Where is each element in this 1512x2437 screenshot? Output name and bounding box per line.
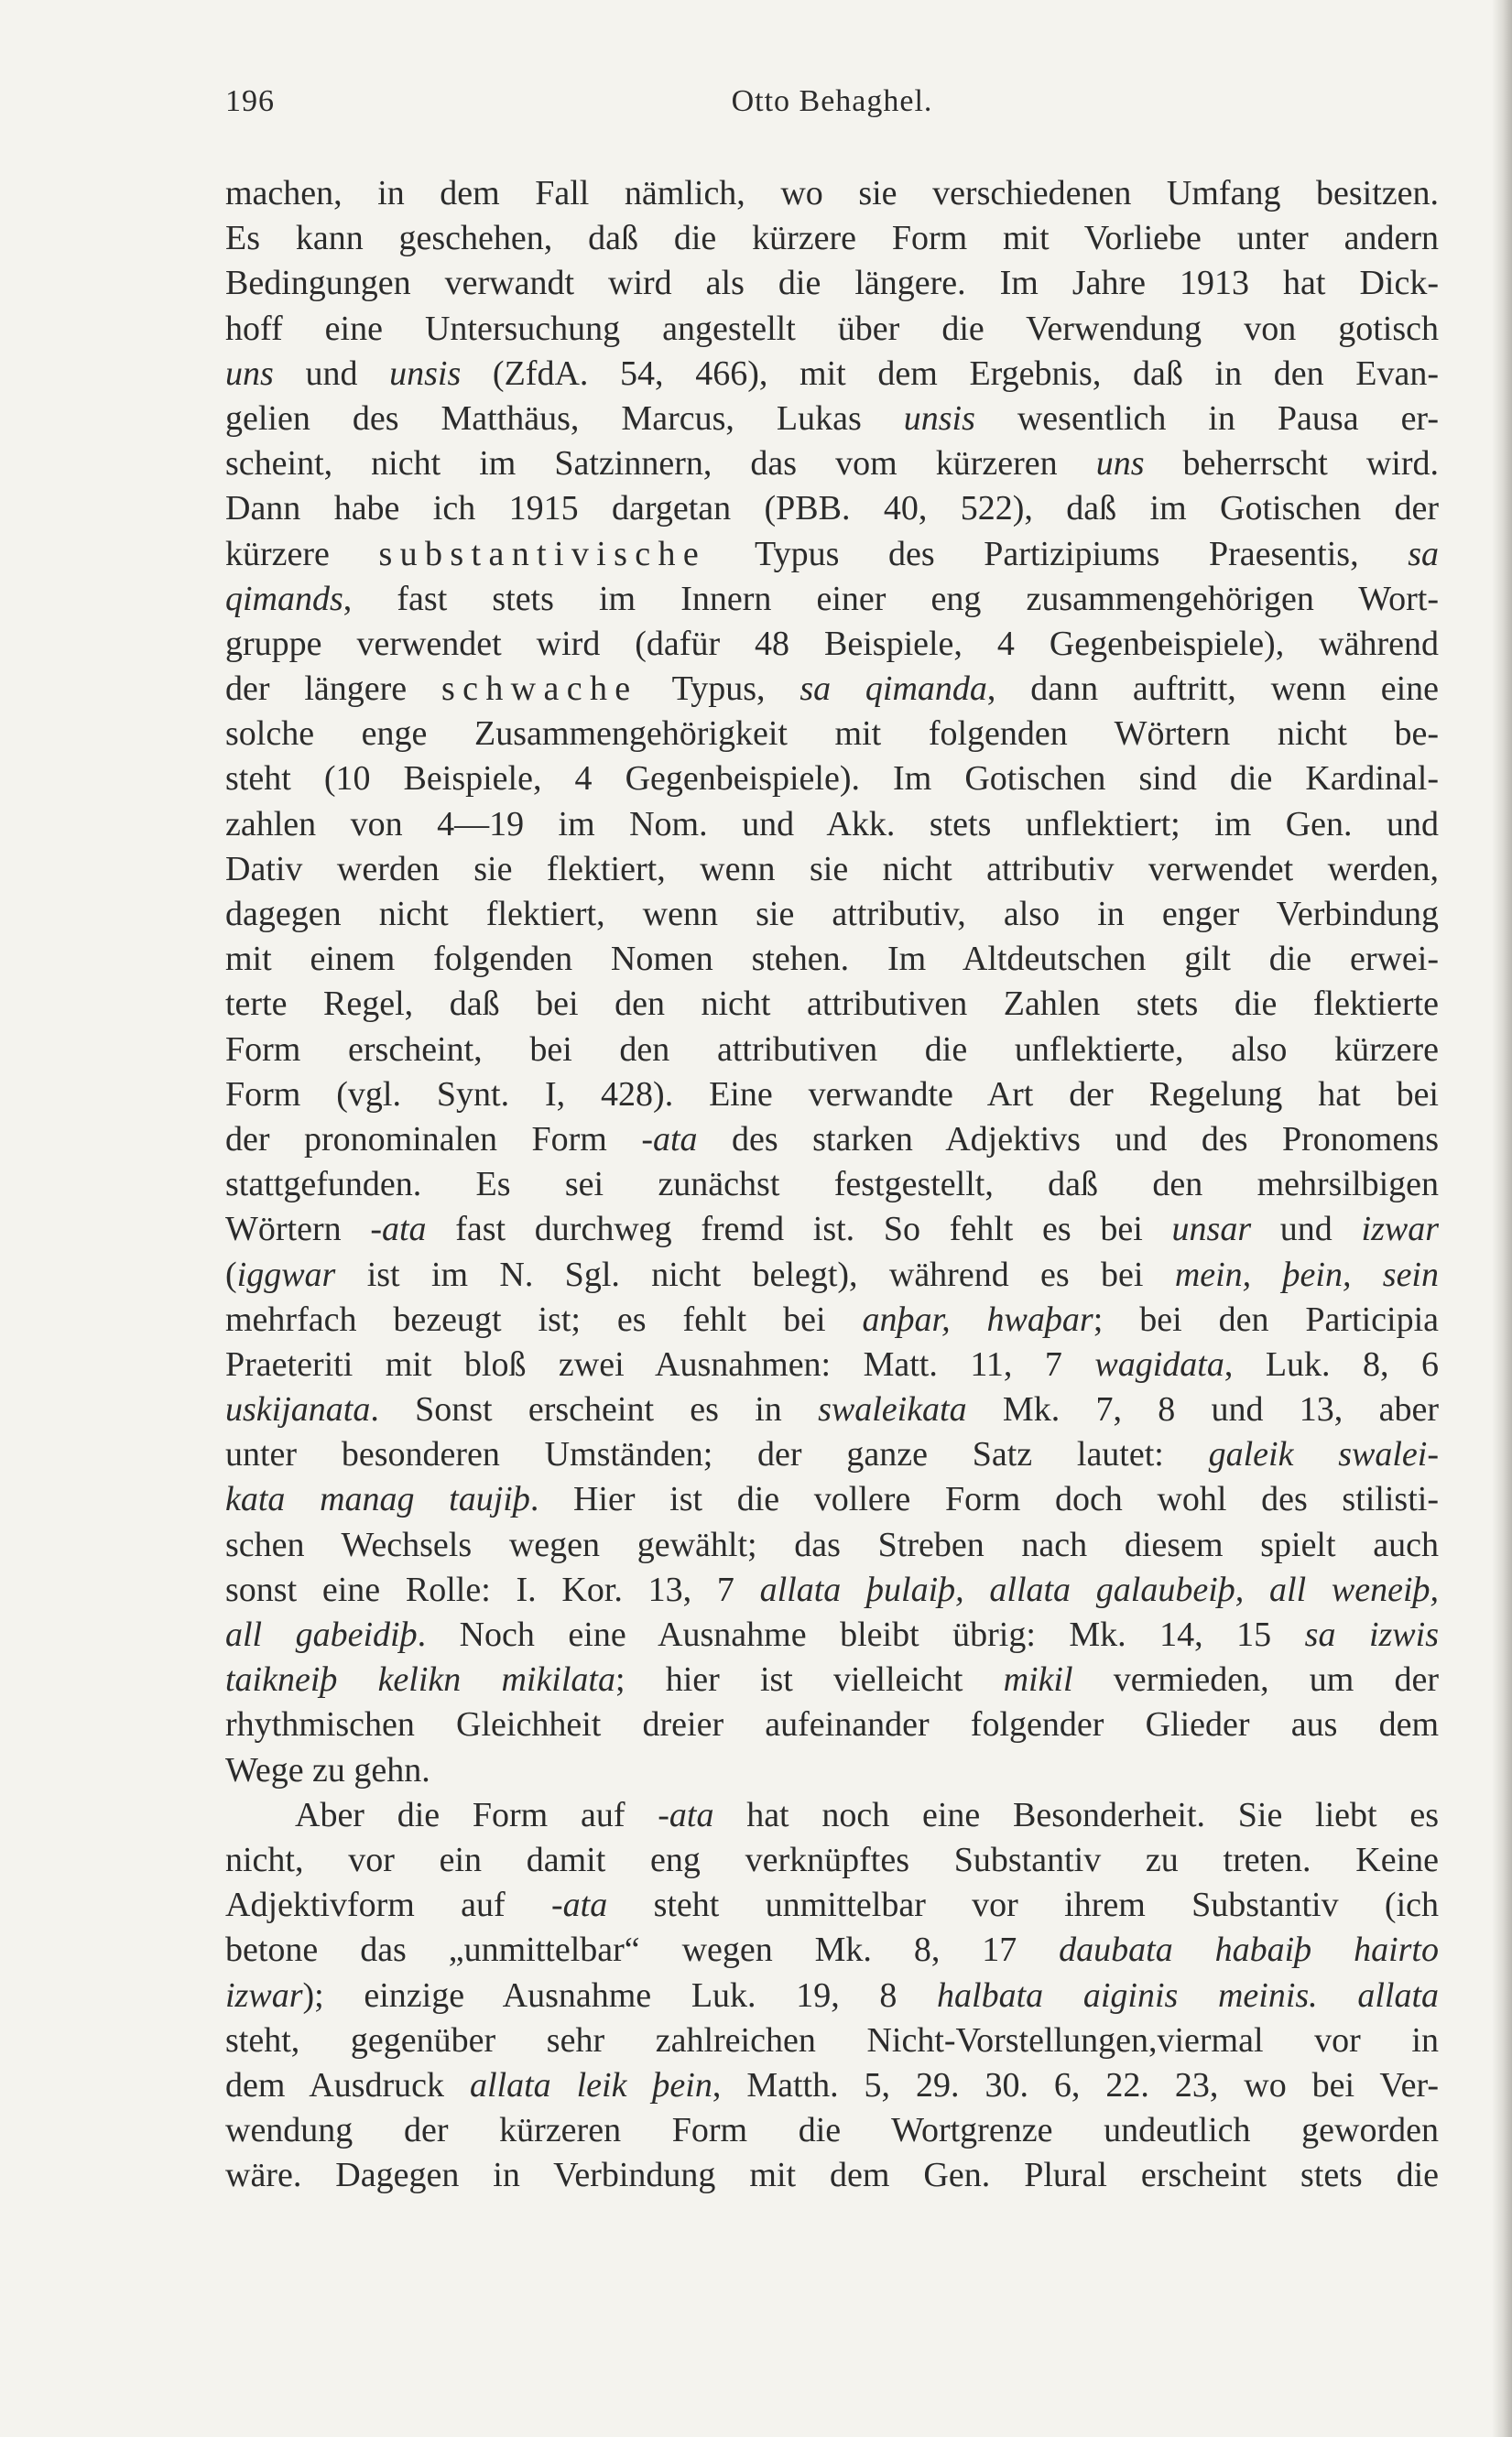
text-run: steht unmittelbar vor ihrem Substantiv (ich — [607, 1886, 1439, 1925]
text-run: scheint, nicht im Satzinnern, das vom kürzeren — [225, 444, 1096, 484]
text-run: des starken Adjektivs und des Pronomens — [697, 1119, 1439, 1159]
text-line — [225, 1162, 1439, 1207]
text-line — [225, 1703, 1439, 1747]
text-run: ; bei den Participia — [1093, 1300, 1439, 1339]
text-run: sonst eine Rolle: I. Kor. 13, 7 — [225, 1570, 760, 1609]
text-run: Wörtern — [225, 1210, 371, 1249]
italic-term: taikneiþ kelikn mikilata — [225, 1660, 615, 1700]
italic-term: izwar — [1361, 1210, 1439, 1249]
italic-term: uns — [1095, 444, 1145, 484]
text-run: Aber die Form auf — [295, 1795, 658, 1834]
text-run: der pronominalen Form — [225, 1119, 642, 1159]
italic-term: sa qimanda — [800, 669, 987, 709]
text-run: fast durchweg fremd ist. So fehlt es bei — [426, 1210, 1172, 1249]
italic-term: uskijanata — [225, 1390, 371, 1430]
text-line — [225, 486, 1439, 531]
text-line — [225, 307, 1439, 352]
text-line — [225, 2063, 1439, 2108]
italic-term: sa — [1408, 534, 1439, 573]
text-line — [225, 1432, 1439, 1477]
text-run: nicht, vor ein damit eng verknüpftes Substantiv zu treten. Keine — [225, 1840, 1439, 1879]
text-run: . Noch eine Ausnahme bleibt übrig: Mk. 14, 15 — [417, 1616, 1305, 1654]
text-run: vermieden, um der — [1072, 1660, 1439, 1700]
text-run: Bedingungen verwandt wird als die längere. Im Jahre 1913 hat Dick- — [225, 264, 1439, 303]
text-run: solche enge Zusammengehörigkeit mit folgenden Wörtern nicht be- — [225, 714, 1439, 754]
text-run: , Matth. 5, 29. 30. 6, 22. 23, wo bei Ver- — [712, 2065, 1439, 2105]
text-run: stattgefunden. Es sei zunächst festgestellt, daß den mehrsilbigen — [225, 1165, 1439, 1204]
page-spine-shadow — [1492, 0, 1512, 2437]
text-line — [225, 892, 1439, 937]
spaced-emphasis: substantivische — [378, 534, 707, 573]
text-run: Wege zu gehn. — [225, 1750, 430, 1790]
page-number: 196 — [225, 84, 275, 118]
text-run: Es kann geschehen, daß die kürzere Form mit Vorliebe unter andern — [225, 219, 1439, 258]
text-run: . Hier ist die vollere Form doch wohl des stilisti- — [529, 1480, 1439, 1519]
text-line — [225, 1928, 1439, 1973]
text-line — [225, 802, 1439, 847]
text-line — [225, 1072, 1439, 1117]
text-run: der längere — [225, 669, 441, 709]
text-line — [225, 1748, 1439, 1793]
text-run: ( — [225, 1255, 237, 1294]
text-run: dagegen nicht flektiert, wenn sie attributiv, also in enger Verbindung — [225, 895, 1439, 933]
text-run: dem Ausdruck — [225, 2065, 470, 2105]
text-line — [225, 1207, 1439, 1252]
text-run: steht, gegenüber sehr zahlreichen Nicht-Vorstellungen,viermal vor in — [225, 2020, 1439, 2060]
text-run: beherrscht wird. — [1144, 444, 1439, 484]
text-line — [225, 1883, 1439, 1928]
text-line — [225, 397, 1439, 441]
body-text — [225, 171, 1439, 2198]
text-line — [225, 756, 1439, 801]
text-run: wesentlich in Pausa er- — [974, 398, 1439, 438]
text-run: hat noch eine Besonderheit. Sie liebt es — [713, 1795, 1439, 1834]
text-run: Praeteriti mit bloß zwei Ausnahmen: Matt. 11, 7 — [225, 1344, 1095, 1384]
italic-term: daubata habaiþ hairto — [1059, 1931, 1439, 1970]
text-run: hoff eine Untersuchung angestellt über die Verwendung von gotisch — [225, 309, 1439, 348]
text-line — [225, 1613, 1439, 1658]
text-run: steht (10 Beispiele, 4 Gegenbeispiele). Im Gotischen sind die Kardinal- — [225, 759, 1439, 799]
text-line — [225, 216, 1439, 261]
text-line — [225, 171, 1439, 216]
page-header — [225, 84, 1439, 125]
text-line — [225, 1838, 1439, 1883]
text-line — [225, 982, 1439, 1027]
text-line — [225, 1477, 1439, 1522]
text-line — [225, 712, 1439, 756]
text-line — [225, 1658, 1439, 1703]
italic-term: -ata — [370, 1210, 427, 1249]
text-run: Form (vgl. Synt. I, 428). Eine verwandte Art der Regelung hat bei — [225, 1074, 1439, 1114]
text-run: wendung der kürzeren Form die Wortgrenze undeutlich geworden — [225, 2111, 1439, 2150]
text-run: unter besonderen Umständen; der ganze Satz lautet: — [225, 1435, 1209, 1474]
text-run: zahlen von 4—19 im Nom. und Akk. stets unflektiert; im Gen. und — [225, 804, 1439, 843]
italic-term: unsar — [1171, 1210, 1252, 1249]
text-line — [225, 1387, 1439, 1432]
text-run: und — [1251, 1210, 1362, 1249]
text-line — [225, 667, 1439, 712]
text-run: terte Regel, daß bei den nicht attributiven Zahlen stets die flektierte — [225, 985, 1439, 1024]
text-run: betone das „unmittelbar“ wegen Mk. 8, 17 — [225, 1931, 1060, 1970]
text-run: , dann auftritt, wenn eine — [986, 669, 1439, 709]
text-run: , fast stets im Innern einer eng zusammengehörigen Wort- — [343, 579, 1439, 618]
text-line — [225, 441, 1439, 486]
text-line — [225, 1253, 1439, 1298]
text-line — [225, 1117, 1439, 1162]
text-run: machen, in dem Fall nämlich, wo sie verschiedenen Umfang besitzen. — [225, 174, 1439, 212]
italic-term: -ata — [641, 1119, 698, 1159]
text-line — [225, 1793, 1439, 1838]
italic-term: anþar, hwaþar — [862, 1300, 1093, 1339]
italic-term: unsis — [389, 354, 462, 393]
text-run: Typus, — [637, 669, 800, 709]
text-line — [225, 1028, 1439, 1072]
text-run: und — [273, 354, 390, 393]
text-run: Adjektivform auf — [225, 1886, 552, 1925]
text-run: Dann habe ich 1915 dargetan (PBB. 40, 522), daß im Gotischen der — [225, 489, 1439, 528]
italic-term: mikil — [1003, 1660, 1073, 1700]
text-line — [225, 2153, 1439, 2198]
text-line — [225, 847, 1439, 892]
text-run: schen Wechsels wegen gewählt; das Streben nach diesem spielt auch — [225, 1525, 1439, 1564]
text-run: kürzere — [225, 534, 379, 573]
italic-term: qimands — [225, 579, 343, 618]
text-line — [225, 352, 1439, 397]
text-run: , Luk. 8, 6 — [1224, 1344, 1439, 1384]
italic-term: sa izwis — [1304, 1616, 1439, 1654]
text-line — [225, 1343, 1439, 1387]
text-line — [225, 622, 1439, 667]
text-run: mit einem folgenden Nomen stehen. Im Altdeutschen gilt die erwei- — [225, 940, 1439, 979]
text-line — [225, 532, 1439, 577]
text-run: gruppe verwendet wird (dafür 48 Beispiele, 4 Gegenbeispiele), während — [225, 624, 1439, 663]
text-run: wäre. Dagegen in Verbindung mit dem Gen. Plural erscheint stets die — [225, 2156, 1439, 2195]
italic-term: mein, þein, sein — [1174, 1255, 1439, 1294]
italic-term: -ata — [551, 1886, 608, 1925]
text-run: . Sonst erscheint es in — [370, 1390, 819, 1430]
text-run: (ZfdA. 54, 466), mit dem Ergebnis, daß in den Evan- — [461, 354, 1439, 393]
text-run: Dativ werden sie flektiert, wenn sie nicht attributiv verwendet werden, — [225, 849, 1439, 888]
italic-term: swaleikata — [818, 1390, 967, 1430]
text-line — [225, 2018, 1439, 2063]
text-run: ist im N. Sgl. nicht belegt), während es bei — [335, 1255, 1175, 1294]
italic-term: halbata aiginis meinis. allata — [937, 1975, 1439, 2015]
text-run: rhythmischen Gleichheit dreier aufeinander folgender Glieder aus dem — [225, 1705, 1439, 1745]
text-line — [225, 577, 1439, 622]
italic-term: wagidata — [1094, 1344, 1224, 1384]
text-run: Mk. 7, 8 und 13, aber — [966, 1390, 1439, 1430]
italic-term: allata þulaiþ, allata galaubeiþ, all weneiþ, — [759, 1570, 1439, 1609]
text-line — [225, 1974, 1439, 2018]
text-line — [225, 2108, 1439, 2153]
text-line — [225, 1568, 1439, 1613]
italic-term: kata manag taujiþ — [225, 1480, 530, 1519]
text-line — [225, 1298, 1439, 1343]
italic-term: izwar — [225, 1975, 303, 2015]
italic-term: all gabeidiþ — [225, 1616, 418, 1654]
text-line — [225, 937, 1439, 982]
text-run: Typus des Partizipiums Praesentis, — [706, 534, 1409, 573]
italic-term: uns — [225, 354, 274, 393]
italic-term: allata leik þein — [470, 2065, 712, 2105]
text-run: ; hier ist vielleicht — [615, 1660, 1004, 1700]
italic-term: galeik swalei- — [1208, 1435, 1439, 1474]
italic-term: unsis — [903, 398, 975, 438]
running-head: Otto Behaghel. — [731, 84, 933, 118]
text-run: mehrfach bezeugt ist; es fehlt bei — [225, 1300, 863, 1339]
spaced-emphasis: schwache — [441, 669, 638, 709]
text-run: Form erscheint, bei den attributiven die unflektierte, also kürzere — [225, 1029, 1439, 1069]
text-line — [225, 1523, 1439, 1568]
text-run: ); einzige Ausnahme Luk. 19, 8 — [302, 1975, 938, 2015]
text-line — [225, 261, 1439, 306]
text-run: gelien des Matthäus, Marcus, Lukas — [225, 398, 904, 438]
italic-term: -ata — [658, 1795, 714, 1834]
italic-term: iggwar — [236, 1255, 336, 1294]
